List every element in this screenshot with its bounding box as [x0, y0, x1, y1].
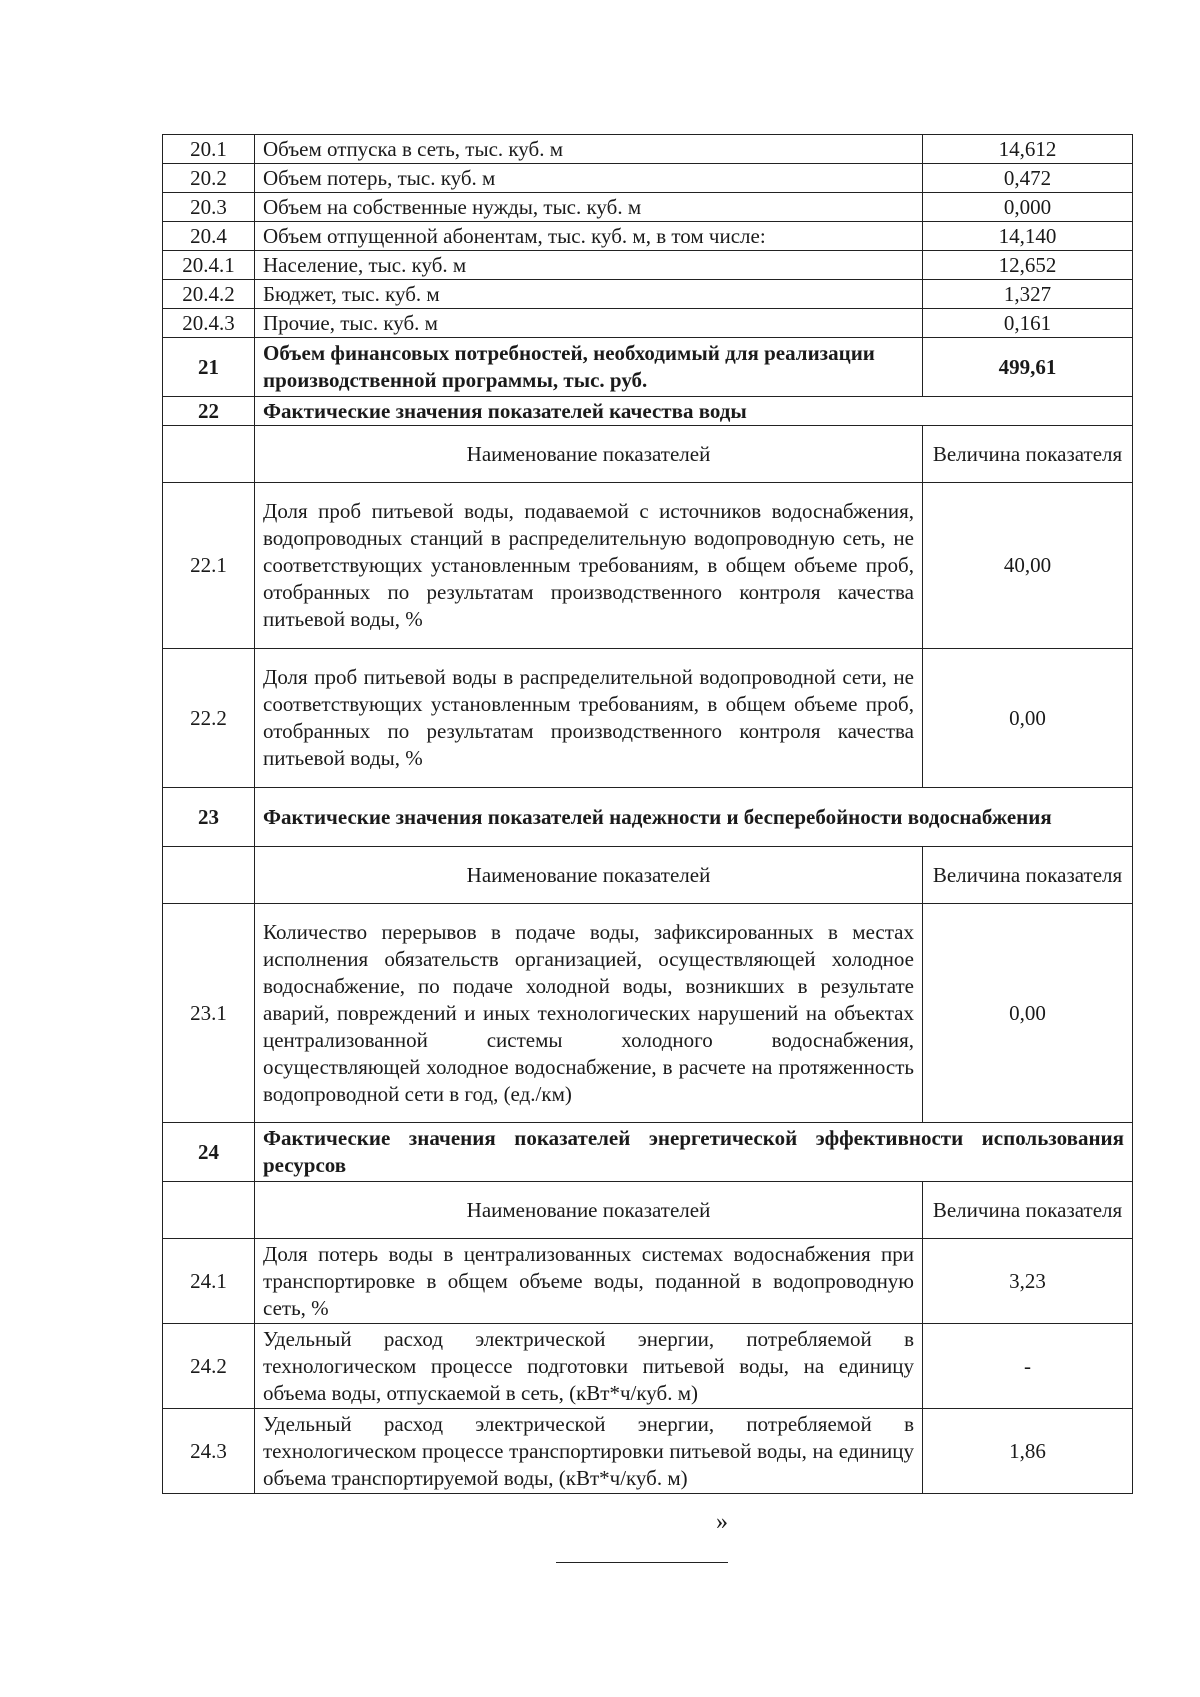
row-description: Доля потерь воды в централизованных системах водоснабжения при транспортировке в общем объеме воды, поданной в водопроводную сеть, % [255, 1239, 923, 1324]
row-number: 20.2 [163, 164, 255, 193]
table-row [163, 483, 1133, 649]
row-value: 0,00 [923, 649, 1133, 788]
section-number: 23 [163, 788, 255, 847]
section-header-23 [163, 788, 1133, 847]
empty-cell [163, 426, 255, 483]
row-value: 0,00 [923, 904, 1133, 1123]
row-number: 23.1 [163, 904, 255, 1123]
indicators-table [162, 134, 1133, 1494]
row-description: Объем на собственные нужды, тыс. куб. м [255, 193, 923, 222]
row-number: 20.4.2 [163, 280, 255, 309]
row-value: 0,000 [923, 193, 1133, 222]
row-description: Население, тыс. куб. м [255, 251, 923, 280]
table-row [163, 280, 1133, 309]
row-value: 499,61 [923, 338, 1133, 397]
section-title: Фактические значения показателей энергетической эффективности использования ресурсов [255, 1123, 1133, 1182]
table-row [163, 1324, 1133, 1409]
row-value: 14,140 [923, 222, 1133, 251]
column-header-value: Величина показателя [923, 426, 1133, 483]
section-title: Фактические значения показателей качества воды [255, 397, 1133, 426]
row-number: 22.1 [163, 483, 255, 649]
row-number: 20.1 [163, 135, 255, 164]
row-value: 1,327 [923, 280, 1133, 309]
row-description: Удельный расход электрической энергии, потребляемой в технологическом процессе подготовки питьевой воды, на единицу объема воды, отпускаемой в сеть, (кВт*ч/куб. м) [255, 1324, 923, 1409]
section-number: 24 [163, 1123, 255, 1182]
row-description: Объем отпуска в сеть, тыс. куб. м [255, 135, 923, 164]
column-header-name: Наименование показателей [255, 426, 923, 483]
row-number: 24.1 [163, 1239, 255, 1324]
column-header-row [163, 1182, 1133, 1239]
row-description: Количество перерывов в подаче воды, зафиксированных в местах исполнения обязательств организацией, осуществляющей холодное водоснабжение, по подаче холодной воды, возникших в результате аварий, повреждений и иных технологических нарушений на объектах централизованной системы холодного водоснабжения, осуществляющей холодное водоснабжение, в расчете на протяженность водопроводной сети в год, (ед./км) [255, 904, 923, 1123]
row-value: 40,00 [923, 483, 1133, 649]
column-header-row [163, 847, 1133, 904]
row-value: 1,86 [923, 1409, 1133, 1494]
row-number: 24.2 [163, 1324, 255, 1409]
table-row [163, 222, 1133, 251]
row-number: 24.3 [163, 1409, 255, 1494]
row-description: Доля проб питьевой воды в распределительной водопроводной сети, не соответствующих установленным требованиям, в общем объеме проб, отобранных по результатам производственного контроля качества питьевой воды, % [255, 649, 923, 788]
footer-divider [556, 1562, 728, 1563]
row-value: 12,652 [923, 251, 1133, 280]
table-row [163, 251, 1133, 280]
row-description: Бюджет, тыс. куб. м [255, 280, 923, 309]
section-title: Фактические значения показателей надежности и бесперебойности водоснабжения [255, 788, 1133, 847]
row-value: 14,612 [923, 135, 1133, 164]
row-value: 0,472 [923, 164, 1133, 193]
row-value: 0,161 [923, 309, 1133, 338]
column-header-row [163, 426, 1133, 483]
section-header-24 [163, 1123, 1133, 1182]
row-description: Доля проб питьевой воды, подаваемой с источников водоснабжения, водопроводных станций в распределительную водопроводную сеть, не соответствующих установленным требованиям, в общем объеме проб, отобранных по результатам производственного контроля качества питьевой воды, % [255, 483, 923, 649]
empty-cell [163, 847, 255, 904]
row-description: Объем финансовых потребностей, необходимый для реализации производственной программы, тыс. руб. [255, 338, 923, 397]
column-header-value: Величина показателя [923, 847, 1133, 904]
column-header-name: Наименование показателей [255, 1182, 923, 1239]
row-description: Прочие, тыс. куб. м [255, 309, 923, 338]
row-number: 20.4.1 [163, 251, 255, 280]
table-row [163, 1409, 1133, 1494]
table-row [163, 135, 1133, 164]
empty-cell [163, 1182, 255, 1239]
table-row [163, 904, 1133, 1123]
row-description: Объем потерь, тыс. куб. м [255, 164, 923, 193]
table-row [163, 649, 1133, 788]
section-header-22 [163, 397, 1133, 426]
table-row [163, 1239, 1133, 1324]
row-number: 22.2 [163, 649, 255, 788]
table-row [163, 309, 1133, 338]
column-header-name: Наименование показателей [255, 847, 923, 904]
table-row [163, 164, 1133, 193]
row-description: Удельный расход электрической энергии, потребляемой в технологическом процессе транспортировки питьевой воды, на единицу объема транспортируемой воды, (кВт*ч/куб. м) [255, 1409, 923, 1494]
table-row [163, 193, 1133, 222]
row-description: Объем отпущенной абонентам, тыс. куб. м, в том числе: [255, 222, 923, 251]
table-row-21 [163, 338, 1133, 397]
row-value: 3,23 [923, 1239, 1133, 1324]
row-number: 20.4 [163, 222, 255, 251]
row-number: 20.3 [163, 193, 255, 222]
closing-quote-mark: » [716, 1509, 728, 1535]
row-number: 21 [163, 338, 255, 397]
row-value: - [923, 1324, 1133, 1409]
section-number: 22 [163, 397, 255, 426]
row-number: 20.4.3 [163, 309, 255, 338]
column-header-value: Величина показателя [923, 1182, 1133, 1239]
